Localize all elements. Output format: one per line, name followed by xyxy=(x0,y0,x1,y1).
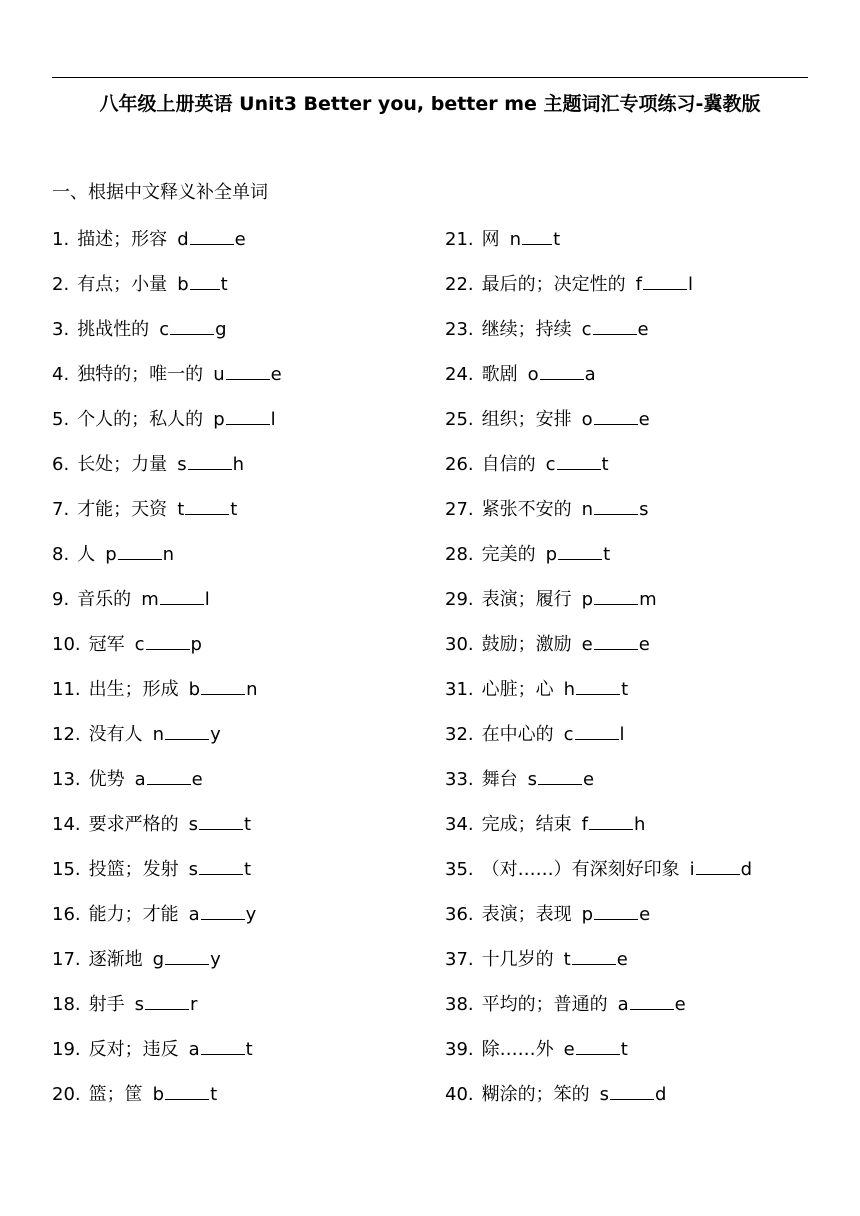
last-letter: h xyxy=(232,454,244,475)
question-item xyxy=(52,674,432,719)
first-letter: s xyxy=(188,814,199,835)
last-letter: t xyxy=(621,679,629,700)
question-item xyxy=(445,944,845,989)
chinese-meaning: 表演；履行 xyxy=(481,589,572,610)
last-letter: t xyxy=(603,544,611,565)
question-item xyxy=(445,989,845,1034)
answer-blank[interactable] xyxy=(643,269,687,290)
question-item xyxy=(52,899,432,944)
chinese-meaning: 个人的；私人的 xyxy=(77,409,204,430)
answer-blank[interactable] xyxy=(188,449,232,470)
question-item xyxy=(52,359,432,404)
chinese-meaning: 自信的 xyxy=(481,454,536,475)
question-number: 2. xyxy=(52,274,70,295)
last-letter: e xyxy=(583,769,595,790)
question-number: 40. xyxy=(445,1084,474,1105)
first-letter: n xyxy=(152,724,165,745)
first-letter: s xyxy=(527,769,538,790)
chinese-meaning: 心脏；心 xyxy=(481,679,554,700)
answer-blank[interactable] xyxy=(147,764,191,785)
question-number: 5. xyxy=(52,409,70,430)
question-item xyxy=(445,854,845,899)
answer-blank[interactable] xyxy=(594,584,638,605)
question-item xyxy=(52,269,432,314)
first-letter: c xyxy=(159,319,170,340)
last-letter: d xyxy=(655,1084,667,1105)
answer-blank[interactable] xyxy=(589,809,633,830)
last-letter: n xyxy=(246,679,258,700)
document-title: 八年级上册英语 Unit3 Better you, better me 主题词汇专项练习-冀教版 xyxy=(99,93,761,115)
chinese-meaning: 出生；形成 xyxy=(88,679,179,700)
question-number: 28. xyxy=(445,544,474,565)
answer-blank[interactable] xyxy=(201,1034,245,1055)
question-number: 31. xyxy=(445,679,474,700)
question-number: 16. xyxy=(52,904,81,925)
chinese-meaning: 紧张不安的 xyxy=(481,499,572,520)
last-letter: h xyxy=(633,814,646,835)
last-letter: l xyxy=(619,724,625,745)
question-number: 20. xyxy=(52,1084,81,1105)
answer-blank[interactable] xyxy=(696,854,740,875)
chinese-meaning: 除……外 xyxy=(481,1039,554,1060)
first-letter: u xyxy=(213,364,225,385)
question-item xyxy=(52,764,432,809)
chinese-meaning: 才能；天资 xyxy=(77,499,168,520)
question-item xyxy=(52,1079,432,1124)
last-letter: p xyxy=(190,634,202,655)
answer-blank[interactable] xyxy=(190,224,234,245)
question-number: 13. xyxy=(52,769,81,790)
last-letter: e xyxy=(616,949,628,970)
question-item xyxy=(52,719,432,764)
question-item xyxy=(445,494,845,539)
answer-blank[interactable] xyxy=(201,674,245,695)
chinese-meaning: 挑战性的 xyxy=(77,319,150,340)
first-letter: o xyxy=(527,364,539,385)
answer-blank[interactable] xyxy=(594,629,638,650)
question-item xyxy=(445,224,845,269)
chinese-meaning: 在中心的 xyxy=(481,724,554,745)
question-item xyxy=(445,809,845,854)
question-item xyxy=(445,764,845,809)
first-letter: i xyxy=(689,859,695,880)
chinese-meaning: 逐渐地 xyxy=(88,949,143,970)
answer-blank[interactable] xyxy=(190,269,220,290)
first-letter: c xyxy=(134,634,145,655)
answer-blank[interactable] xyxy=(593,314,637,335)
first-letter: p xyxy=(581,589,594,610)
answer-blank[interactable] xyxy=(185,494,229,515)
answer-blank[interactable] xyxy=(576,1034,620,1055)
question-number: 35. xyxy=(445,859,474,880)
first-letter: c xyxy=(581,319,592,340)
question-item xyxy=(445,539,845,584)
question-item xyxy=(52,944,432,989)
question-number: 12. xyxy=(52,724,81,745)
answer-blank[interactable] xyxy=(538,764,582,785)
question-item xyxy=(445,899,845,944)
question-number: 11. xyxy=(52,679,81,700)
answer-blank[interactable] xyxy=(594,494,638,515)
question-item xyxy=(445,314,845,359)
question-number: 19. xyxy=(52,1039,81,1060)
question-item xyxy=(445,269,845,314)
question-number: 32. xyxy=(445,724,474,745)
question-item xyxy=(52,1034,432,1079)
answer-blank[interactable] xyxy=(557,449,601,470)
chinese-meaning: 鼓励；激励 xyxy=(481,634,572,655)
first-letter: t xyxy=(563,949,571,970)
first-letter: n xyxy=(581,499,594,520)
question-item xyxy=(445,1079,845,1124)
first-letter: n xyxy=(509,229,522,250)
last-letter: e xyxy=(234,229,246,250)
answer-blank[interactable] xyxy=(170,314,214,335)
section-heading: 一、根据中文释义补全单词 xyxy=(52,182,268,203)
question-number: 3. xyxy=(52,319,70,340)
answer-blank[interactable] xyxy=(199,854,243,875)
answer-blank[interactable] xyxy=(522,224,552,245)
question-item xyxy=(445,359,845,404)
question-item xyxy=(52,629,432,674)
last-letter: t xyxy=(244,814,252,835)
chinese-meaning: 完成；结束 xyxy=(481,814,572,835)
chinese-meaning: 平均的；普通的 xyxy=(481,994,608,1015)
answer-blank[interactable] xyxy=(145,989,189,1010)
question-number: 33. xyxy=(445,769,474,790)
first-letter: p xyxy=(545,544,558,565)
last-letter: e xyxy=(638,634,650,655)
chinese-meaning: 音乐的 xyxy=(77,589,132,610)
question-number: 26. xyxy=(445,454,474,475)
question-item xyxy=(52,314,432,359)
first-letter: a xyxy=(188,1039,200,1060)
answer-blank[interactable] xyxy=(226,404,270,425)
last-letter: y xyxy=(245,904,257,925)
chinese-meaning: 歌剧 xyxy=(481,364,518,385)
answer-blank[interactable] xyxy=(558,539,602,560)
question-number: 39. xyxy=(445,1039,474,1060)
question-number: 7. xyxy=(52,499,70,520)
first-letter: p xyxy=(213,409,225,430)
first-letter: p xyxy=(105,544,117,565)
last-letter: l xyxy=(204,589,210,610)
answer-blank[interactable] xyxy=(118,539,162,560)
last-letter: y xyxy=(210,724,221,745)
question-number: 30. xyxy=(445,634,474,655)
chinese-meaning: 投篮；发射 xyxy=(88,859,179,880)
question-item xyxy=(52,539,432,584)
question-item xyxy=(52,854,432,899)
question-item xyxy=(52,584,432,629)
answer-blank[interactable] xyxy=(165,719,209,740)
question-number: 21. xyxy=(445,229,474,250)
answer-blank[interactable] xyxy=(610,1079,654,1100)
last-letter: e xyxy=(674,994,686,1015)
last-letter: t xyxy=(620,1039,628,1060)
question-number: 34. xyxy=(445,814,474,835)
chinese-meaning: （对……）有深刻好印象 xyxy=(481,859,680,880)
last-letter: l xyxy=(687,274,693,295)
chinese-meaning: 完美的 xyxy=(481,544,536,565)
chinese-meaning: 网 xyxy=(481,229,500,250)
last-letter: t xyxy=(210,1084,218,1105)
chinese-meaning: 有点；小量 xyxy=(77,274,168,295)
last-letter: e xyxy=(639,904,651,925)
question-number: 4. xyxy=(52,364,70,385)
answer-blank[interactable] xyxy=(201,899,245,920)
first-letter: o xyxy=(581,409,593,430)
chinese-meaning: 要求严格的 xyxy=(88,814,179,835)
first-letter: s xyxy=(188,859,199,880)
question-item xyxy=(52,809,432,854)
question-number: 14. xyxy=(52,814,81,835)
first-letter: t xyxy=(177,499,185,520)
chinese-meaning: 人 xyxy=(77,544,96,565)
last-letter: l xyxy=(270,409,276,430)
first-letter: s xyxy=(599,1084,610,1105)
chinese-meaning: 能力；才能 xyxy=(88,904,179,925)
first-letter: a xyxy=(134,769,146,790)
answer-blank[interactable] xyxy=(594,404,638,425)
chinese-meaning: 继续；持续 xyxy=(481,319,572,340)
first-letter: a xyxy=(188,904,200,925)
question-item xyxy=(445,674,845,719)
question-number: 36. xyxy=(445,904,474,925)
last-letter: t xyxy=(245,1039,253,1060)
last-letter: t xyxy=(220,274,228,295)
question-number: 29. xyxy=(445,589,474,610)
chinese-meaning: 描述；形容 xyxy=(77,229,168,250)
question-number: 10. xyxy=(52,634,81,655)
question-item xyxy=(445,404,845,449)
question-number: 24. xyxy=(445,364,474,385)
question-item xyxy=(445,719,845,764)
chinese-meaning: 最后的；决定性的 xyxy=(481,274,626,295)
question-number: 17. xyxy=(52,949,81,970)
chinese-meaning: 十几岁的 xyxy=(481,949,554,970)
last-letter: e xyxy=(270,364,282,385)
question-item xyxy=(445,1034,845,1079)
chinese-meaning: 没有人 xyxy=(88,724,143,745)
answer-blank[interactable] xyxy=(630,989,674,1010)
question-number: 22. xyxy=(445,274,474,295)
last-letter: m xyxy=(639,589,657,610)
chinese-meaning: 反对；违反 xyxy=(88,1039,179,1060)
first-letter: e xyxy=(563,1039,575,1060)
answer-blank[interactable] xyxy=(572,944,616,965)
last-letter: t xyxy=(230,499,238,520)
question-item xyxy=(52,449,432,494)
question-number: 9. xyxy=(52,589,70,610)
answer-blank[interactable] xyxy=(199,809,243,830)
first-letter: s xyxy=(177,454,187,475)
first-letter: b xyxy=(177,274,189,295)
last-letter: s xyxy=(639,499,649,520)
last-letter: t xyxy=(553,229,561,250)
first-letter: b xyxy=(188,679,201,700)
answer-blank[interactable] xyxy=(165,1079,209,1100)
last-letter: g xyxy=(215,319,227,340)
question-number: 18. xyxy=(52,994,81,1015)
answer-blank[interactable] xyxy=(540,359,584,380)
question-list-left xyxy=(52,224,432,1124)
first-letter: s xyxy=(134,994,145,1015)
question-item xyxy=(52,989,432,1034)
first-letter: c xyxy=(545,454,556,475)
first-letter: g xyxy=(152,949,165,970)
first-letter: f xyxy=(635,274,642,295)
question-item xyxy=(445,449,845,494)
answer-blank[interactable] xyxy=(165,944,209,965)
chinese-meaning: 冠军 xyxy=(88,634,125,655)
last-letter: y xyxy=(210,949,221,970)
first-letter: c xyxy=(563,724,574,745)
question-number: 8. xyxy=(52,544,70,565)
answer-blank[interactable] xyxy=(576,674,620,695)
first-letter: h xyxy=(563,679,576,700)
last-letter: r xyxy=(190,994,198,1015)
first-letter: e xyxy=(581,634,593,655)
question-item xyxy=(52,224,432,269)
question-number: 23. xyxy=(445,319,474,340)
chinese-meaning: 独特的；唯一的 xyxy=(77,364,204,385)
answer-blank[interactable] xyxy=(146,629,190,650)
first-letter: b xyxy=(152,1084,165,1105)
first-letter: f xyxy=(581,814,588,835)
last-letter: t xyxy=(601,454,609,475)
last-letter: e xyxy=(191,769,203,790)
chinese-meaning: 舞台 xyxy=(481,769,518,790)
question-list-right xyxy=(445,224,845,1124)
answer-blank[interactable] xyxy=(594,899,638,920)
question-number: 6. xyxy=(52,454,70,475)
last-letter: t xyxy=(244,859,252,880)
chinese-meaning: 糊涂的；笨的 xyxy=(481,1084,590,1105)
chinese-meaning: 组织；安排 xyxy=(481,409,572,430)
question-item xyxy=(445,584,845,629)
question-number: 25. xyxy=(445,409,474,430)
chinese-meaning: 优势 xyxy=(88,769,125,790)
answer-blank[interactable] xyxy=(160,584,204,605)
last-letter: e xyxy=(637,319,649,340)
question-item xyxy=(445,629,845,674)
answer-blank[interactable] xyxy=(575,719,619,740)
chinese-meaning: 表演；表现 xyxy=(481,904,572,925)
first-letter: p xyxy=(581,904,594,925)
question-number: 27. xyxy=(445,499,474,520)
question-item xyxy=(52,494,432,539)
answer-blank[interactable] xyxy=(226,359,270,380)
first-letter: m xyxy=(141,589,159,610)
question-item xyxy=(52,404,432,449)
header-rule xyxy=(52,77,808,78)
chinese-meaning: 长处；力量 xyxy=(77,454,168,475)
first-letter: a xyxy=(617,994,629,1015)
last-letter: a xyxy=(584,364,596,385)
chinese-meaning: 篮；筐 xyxy=(88,1084,143,1105)
last-letter: n xyxy=(162,544,175,565)
first-letter: d xyxy=(177,229,189,250)
question-number: 1. xyxy=(52,229,70,250)
last-letter: e xyxy=(638,409,650,430)
question-number: 38. xyxy=(445,994,474,1015)
question-number: 37. xyxy=(445,949,474,970)
chinese-meaning: 射手 xyxy=(88,994,125,1015)
question-number: 15. xyxy=(52,859,81,880)
last-letter: d xyxy=(740,859,753,880)
